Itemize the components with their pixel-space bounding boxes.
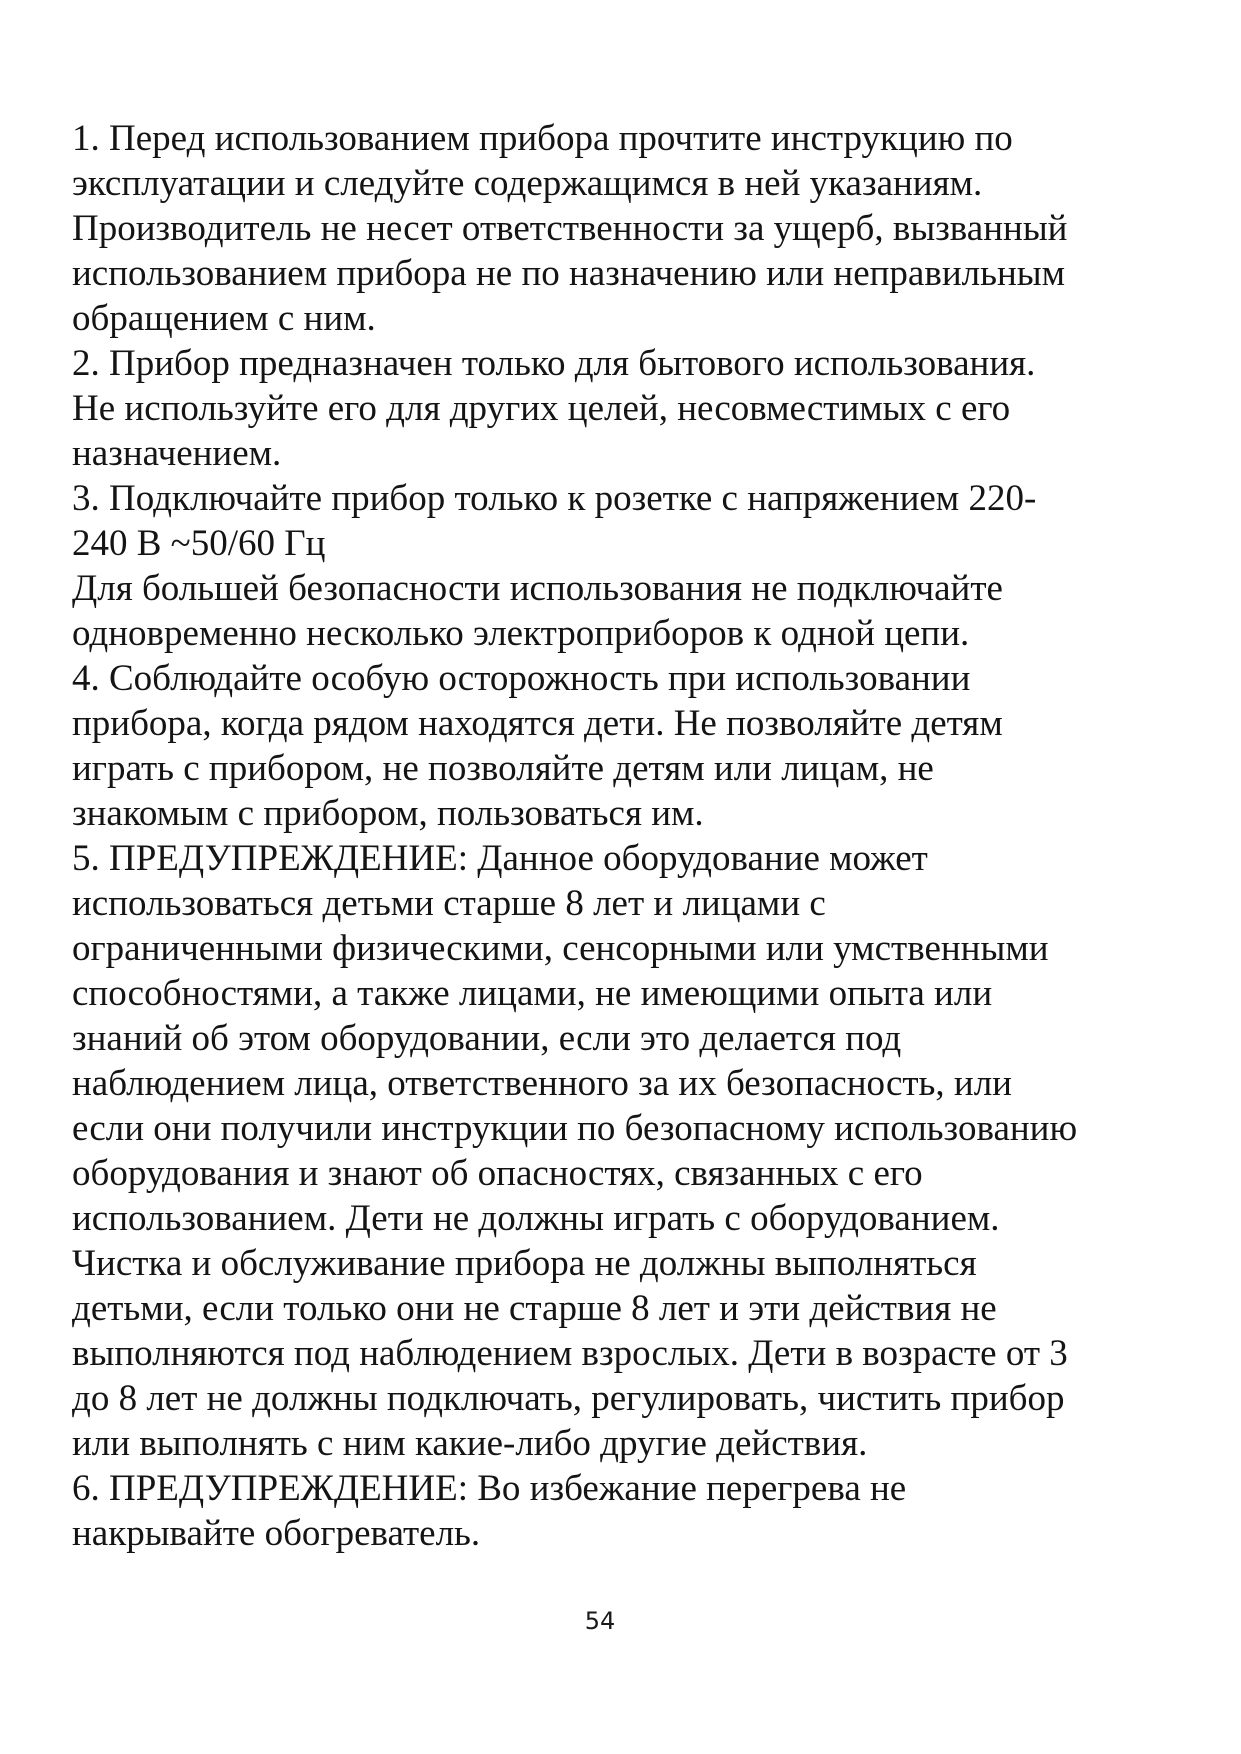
text-line: использоваться детьми старше 8 лет и лицами с — [72, 883, 826, 924]
text-line: наблюдением лица, ответственного за их безопасность, или — [72, 1063, 1012, 1104]
text-line: 4. Соблюдайте особую осторожность при использовании — [72, 658, 971, 699]
text-line: Чистка и обслуживание прибора не должны выполняться — [72, 1243, 977, 1284]
text-line: 240 В ~50/60 Гц — [72, 523, 326, 564]
text-line: ограниченными физическими, сенсорными или умственными — [72, 928, 1049, 969]
instructions-text — [72, 116, 1202, 1556]
text-line: Производитель не несет ответственности за ущерб, вызванный — [72, 208, 1068, 249]
text-line: использованием. Дети не должны играть с оборудованием. — [72, 1198, 1000, 1239]
text-line: Для большей безопасности использования не подключайте — [72, 568, 1003, 609]
text-line: прибора, когда рядом находятся дети. Не позволяйте детям — [72, 703, 1003, 744]
page-number: 54 — [584, 1607, 616, 1635]
text-line: если они получили инструкции по безопасному использованию — [72, 1108, 1078, 1149]
text-line: 3. Подключайте прибор только к розетке с напряжением 220- — [72, 478, 1037, 519]
text-line: эксплуатации и следуйте содержащимся в ней указаниям. — [72, 163, 983, 204]
text-line: играть с прибором, не позволяйте детям или лицам, не — [72, 748, 934, 789]
text-line: или выполнять с ним какие-либо другие действия. — [72, 1423, 868, 1464]
text-line: назначением. — [72, 433, 282, 474]
text-line: способностями, а также лицами, не имеющими опыта или — [72, 973, 993, 1014]
text-line: детьми, если только они не старше 8 лет и эти действия не — [72, 1288, 997, 1329]
text-line: Не используйте его для других целей, несовместимых с его — [72, 388, 1011, 429]
text-line: накрывайте обогреватель. — [72, 1513, 481, 1554]
text-line: 1. Перед использованием прибора прочтите инструкцию по — [72, 118, 1013, 159]
text-line: 5. ПРЕДУПРЕЖДЕНИЕ: Данное оборудование может — [72, 838, 928, 879]
text-line: выполняются под наблюдением взрослых. Дети в возрасте от 3 — [72, 1333, 1068, 1374]
text-line: до 8 лет не должны подключать, регулировать, чистить прибор — [72, 1378, 1065, 1419]
text-line: оборудования и знают об опасностях, связанных с его — [72, 1153, 923, 1194]
text-line: обращением с ним. — [72, 298, 376, 339]
text-line: знаний об этом оборудовании, если это делается под — [72, 1018, 902, 1059]
text-line: 2. Прибор предназначен только для бытового использования. — [72, 343, 1036, 384]
text-line: 6. ПРЕДУПРЕЖДЕНИЕ: Во избежание перегрева не — [72, 1468, 907, 1509]
text-line: одновременно несколько электроприборов к одной цепи. — [72, 613, 970, 654]
text-line: использованием прибора не по назначению или неправильным — [72, 253, 1066, 294]
text-line: знакомым с прибором, пользоваться им. — [72, 793, 704, 834]
